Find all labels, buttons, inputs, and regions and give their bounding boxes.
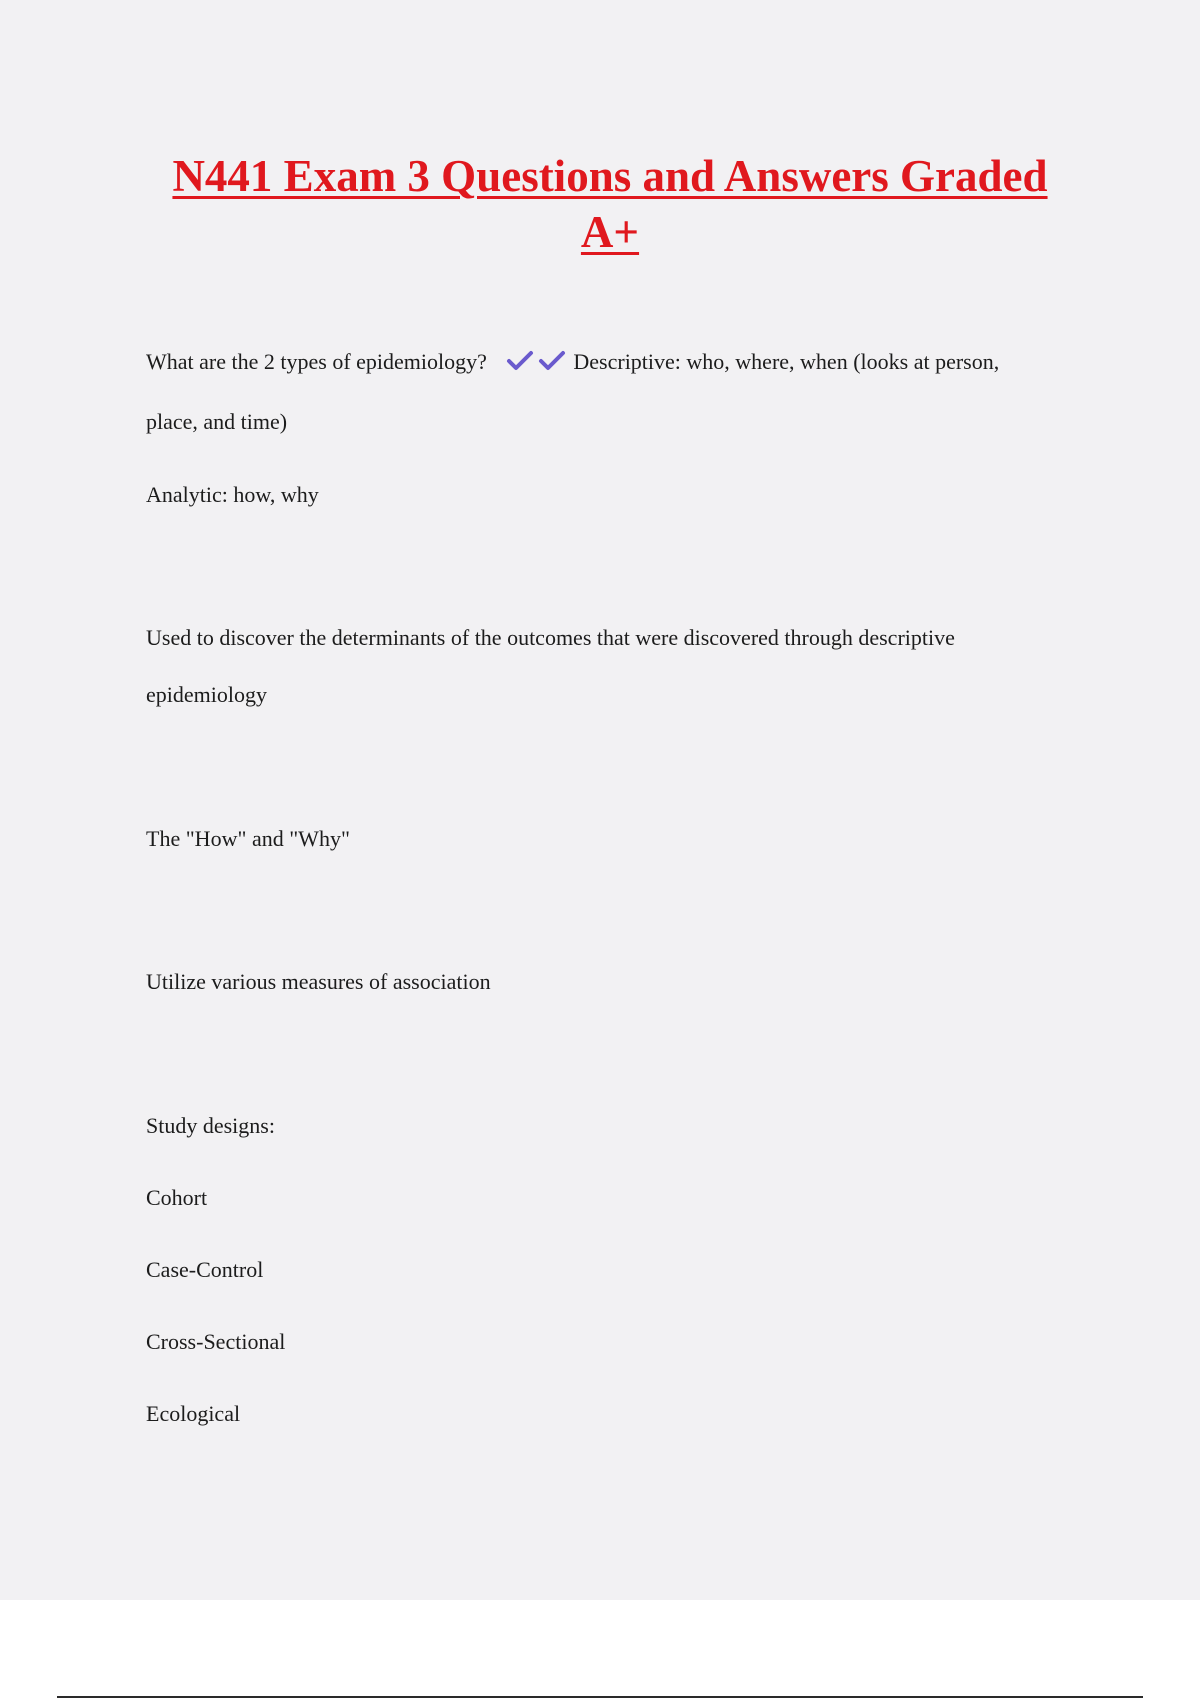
answer-checkmarks <box>506 349 570 379</box>
checkmark-icon <box>506 349 534 371</box>
analytic-paragraph: Analytic: how, why <box>146 482 319 507</box>
study-design-item: Cohort <box>146 1185 208 1210</box>
answer-text-line-2: place, and time) <box>146 409 288 434</box>
question-text: What are the 2 types of epidemiology? <box>146 349 487 374</box>
answer-text-line-1: Descriptive: who, where, when (looks at person, <box>573 349 1000 374</box>
title-line-2: A+ <box>580 207 640 257</box>
used-paragraph-line-1: Used to discover the determinants of the outcomes that were discovered through descriptive <box>146 625 955 650</box>
study-design-item: Case-Control <box>146 1257 264 1282</box>
utilize-paragraph: Utilize various measures of association <box>146 969 491 994</box>
study-design-item: Ecological <box>146 1401 241 1426</box>
document-title <box>130 148 1090 260</box>
question-line <box>146 347 999 379</box>
study-designs-heading: Study designs: <box>146 1113 275 1138</box>
used-paragraph-line-2: epidemiology <box>146 682 267 707</box>
study-design-item: Cross-Sectional <box>146 1329 286 1354</box>
page-divider <box>57 1696 1143 1698</box>
checkmark-icon <box>538 349 566 371</box>
how-why-paragraph: The "How" and "Why" <box>146 826 350 851</box>
title-line-1: N441 Exam 3 Questions and Answers Graded <box>172 151 1048 201</box>
